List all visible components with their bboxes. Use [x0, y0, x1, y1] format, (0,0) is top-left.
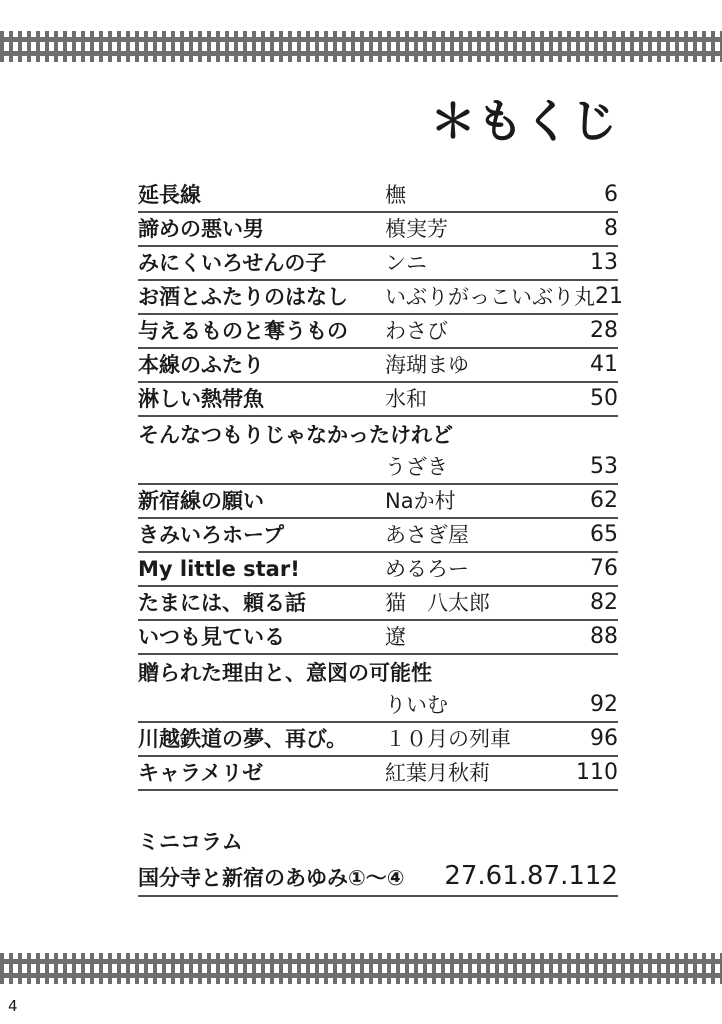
entry-title: My little star! [138, 557, 300, 581]
toc-row [138, 213, 618, 247]
entry-author: １０月の列車 [385, 727, 511, 751]
entry-title: 川越鉄道の夢、再び。 [138, 727, 348, 751]
toc-row [138, 757, 618, 791]
entry-title: 本線のふたり [138, 353, 264, 377]
page-number: 4 [8, 997, 18, 1015]
entry-author: ンニ [385, 251, 427, 275]
entry-author: Naか村 [385, 489, 456, 513]
toc-row [138, 349, 618, 383]
mini-column-section [138, 819, 618, 897]
entry-title: 国分寺と新宿のあゆみ①～④ [138, 866, 405, 890]
entry-title: 淋しい熱帯魚 [138, 387, 264, 411]
entry-author: 橅 [385, 183, 406, 207]
entry-title: いつも見ている [138, 625, 285, 649]
toc-row [138, 621, 618, 655]
mini-column-label: ミニコラム [138, 830, 243, 854]
toc-row-two-line [138, 417, 618, 485]
entry-author: りいむ [385, 693, 448, 717]
toc-row [138, 315, 618, 349]
entry-author: 槙実芳 [385, 217, 448, 241]
entry-page: 8 [604, 216, 618, 241]
toc-row [138, 553, 618, 587]
entry-page: 53 [590, 454, 618, 479]
entry-author: わさび [385, 319, 448, 343]
page-title: ＊もくじ [430, 94, 618, 148]
entry-title: 諦めの悪い男 [138, 217, 264, 241]
entry-page: 13 [590, 250, 618, 275]
entry-author: 遼 [385, 625, 406, 649]
toc-row [138, 247, 618, 281]
toc-row [138, 383, 618, 417]
entry-page: 110 [576, 760, 618, 785]
entry-title: みにくいろせんの子 [138, 251, 327, 275]
entry-author: 猫 八太郎 [385, 591, 490, 615]
toc-row [138, 179, 618, 213]
toc-row [138, 281, 623, 315]
entry-page: 88 [590, 624, 618, 649]
railroad-track-border-top [0, 31, 722, 62]
entry-author: 水和 [385, 387, 427, 411]
entry-page: 41 [590, 352, 618, 377]
entry-title: 贈られた理由と、意図の可能性 [138, 661, 432, 685]
entry-title: お酒とふたりのはなし [138, 285, 348, 309]
railroad-track-border-bottom [0, 953, 722, 984]
entry-page: 96 [590, 726, 618, 751]
entry-page: 6 [604, 182, 618, 207]
entry-page: 65 [590, 522, 618, 547]
toc-row-two-line [138, 655, 618, 723]
entry-page: 62 [590, 488, 618, 513]
entry-page: 82 [590, 590, 618, 615]
entry-author: めるろー [385, 557, 469, 581]
toc-row [138, 587, 618, 621]
toc-row [138, 519, 618, 553]
entry-title: 延長線 [138, 183, 201, 207]
entry-title: 新宿線の願い [138, 489, 264, 513]
entry-author: いぶりがっこいぶり丸 [385, 285, 595, 309]
entry-author: うざき [385, 455, 448, 479]
toc-row [138, 853, 618, 897]
entry-title: キャラメリゼ [138, 761, 264, 785]
toc-table [138, 179, 623, 897]
entry-page: 28 [590, 318, 618, 343]
entry-title: きみいろホープ [138, 523, 284, 547]
toc-row [138, 485, 618, 519]
toc-row [138, 723, 618, 757]
entry-page: 76 [590, 556, 618, 581]
entry-title: たまには、頼る話 [138, 591, 306, 615]
entry-page: 21 [595, 284, 623, 309]
entry-author: 海瑚まゆ [385, 353, 469, 377]
entry-page: 50 [590, 386, 618, 411]
entry-author: あさぎ屋 [385, 523, 469, 547]
entry-author: 紅葉月秋莉 [385, 761, 490, 785]
entry-title: そんなつもりじゃなかったけれど [138, 423, 453, 447]
entry-page: 27.61.87.112 [444, 861, 618, 891]
entry-title: 与えるものと奪うもの [138, 319, 348, 343]
entry-page: 92 [590, 692, 618, 717]
